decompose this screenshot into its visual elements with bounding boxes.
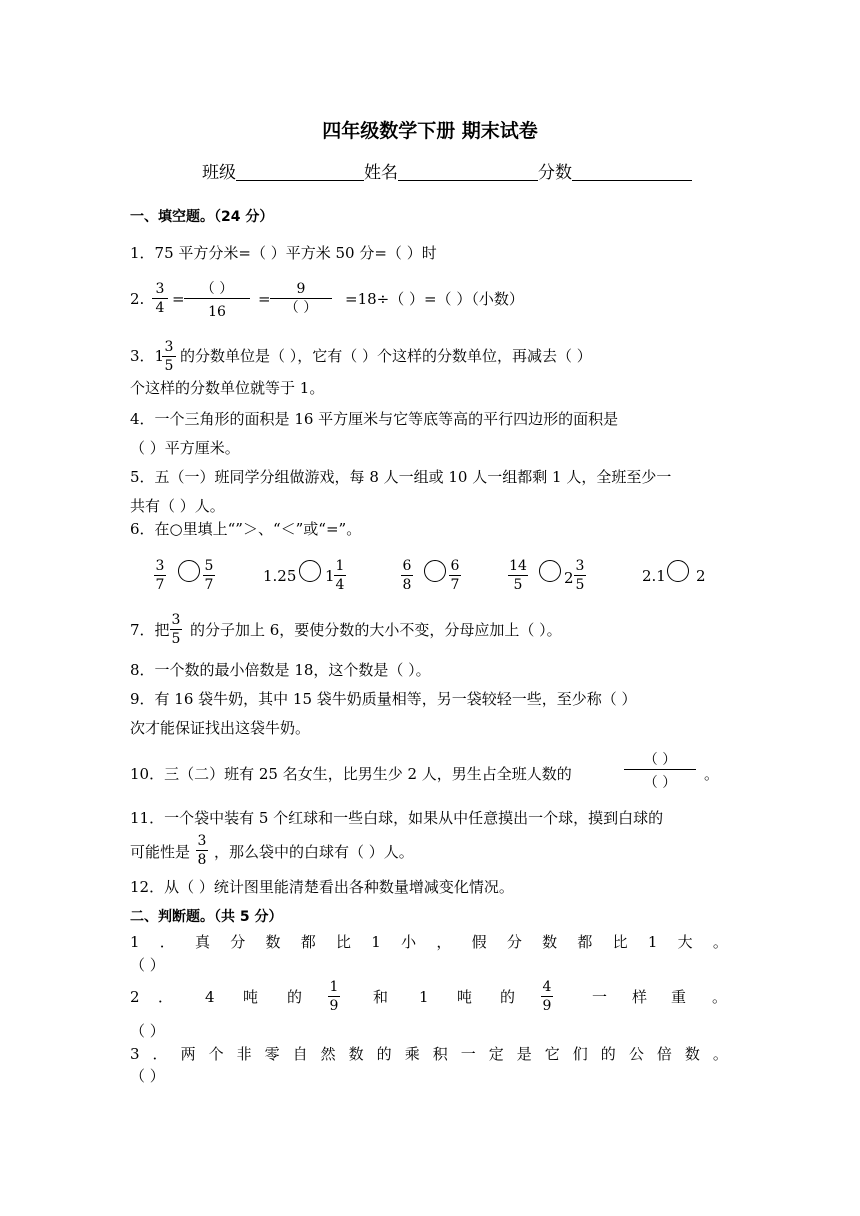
section-2-heading: 二、判断题。（共 5 分） [130, 909, 283, 925]
score-blank[interactable] [572, 162, 692, 181]
number: 2 [564, 569, 574, 587]
question-7-rest: 的分子加上 6，要使分数的大小不变，分母应加上（ ）。 [190, 621, 562, 639]
student-info-line [202, 162, 692, 184]
fraction: 6 7 [450, 558, 460, 593]
period: 。 [704, 765, 720, 783]
question-3-number: 3．1 [130, 347, 165, 365]
answer-paren[interactable]: （ ） [130, 956, 165, 974]
answer-paren[interactable]: （ ） [130, 1067, 165, 1085]
judgement-char: ． [152, 1045, 168, 1063]
compare-circle[interactable] [539, 560, 561, 582]
compare-circle[interactable] [299, 560, 321, 582]
question-5-line2: 共有（ ）人。 [130, 497, 225, 515]
judgement-char: 小 [401, 933, 417, 951]
judgement-char: 两 [180, 1045, 196, 1063]
judgement-char: 3 [130, 1045, 140, 1063]
section-1-heading: 一、填空题。（24 分） [130, 209, 274, 225]
fraction: 14 5 [509, 558, 527, 593]
judgement-char: 积 [432, 1045, 448, 1063]
fraction: 1 9 [329, 979, 339, 1014]
fraction: 3 5 [162, 338, 176, 375]
fraction: 5 7 [204, 558, 214, 593]
fraction: 1 4 [335, 558, 345, 593]
word: 样 [632, 988, 648, 1006]
question-6: 6．在○里填上“”＞、“＜”或“=”。 [130, 520, 362, 538]
page-title: 四年级数学下册 期末试卷 [322, 120, 538, 142]
judgement-char: 数 [542, 933, 558, 951]
judgement-char: 个 [208, 1045, 224, 1063]
question-4-line1: 4．一个三角形的面积是 16 平方厘米与它等底等高的平行四边形的面积是 [130, 410, 619, 428]
fraction: （ ） （ ） [624, 751, 696, 792]
question-5-line1: 5．五（一）班同学分组做游戏，每 8 人一组或 10 人一组都剩 1 人，全班至少一 [130, 468, 672, 486]
answer-paren[interactable]: （ ） [130, 1022, 165, 1040]
question-10-text: 10．三（二）班有 25 名女生，比男生少 2 人，男生占全班人数的 [130, 765, 572, 783]
judgement-char: 倍 [656, 1045, 672, 1063]
fraction: 3 4 [152, 280, 168, 317]
equals-sign: = [172, 290, 185, 308]
question-11-rest: ，那么袋中的白球有（ ）人。 [214, 843, 414, 861]
punctuation: 。 [712, 988, 728, 1006]
number: 1 [325, 567, 335, 585]
judgement-char: 非 [236, 1045, 252, 1063]
judgement-3-text [130, 1044, 728, 1064]
question-9-line1: 9．有 16 袋牛奶，其中 15 袋牛奶质量相等，另一袋较轻一些，至少称（ ） [130, 690, 637, 708]
question-11-prefix: 可能性是 [130, 843, 191, 861]
judgement-char: 公 [628, 1045, 644, 1063]
judgement-2-number: 2 [130, 988, 140, 1006]
question-11-line1: 11．一个袋中装有 5 个红球和一些白球，如果从中任意摸出一个球，摸到白球的 [130, 809, 664, 827]
question-8: 8．一个数的最小倍数是 18，这个数是（ ）。 [130, 661, 431, 679]
word: 和 [373, 988, 389, 1006]
question-2-number: 2. [130, 290, 145, 308]
judgement-char: 。 [712, 1045, 728, 1063]
question-3-line2: 个这样的分数单位就等于 1。 [130, 379, 325, 397]
punctuation: ． [158, 988, 174, 1006]
judgement-char: 们 [572, 1045, 588, 1063]
word: 的 [500, 988, 516, 1006]
score-label: 分数 [538, 163, 572, 183]
number: 1.25 [263, 567, 297, 585]
word: 重 [671, 988, 687, 1006]
judgement-char: 都 [300, 933, 316, 951]
fraction: 3 7 [155, 558, 165, 593]
judgement-char: 。 [712, 933, 728, 951]
judgement-char: 比 [336, 933, 352, 951]
judgement-char: 分 [506, 933, 522, 951]
fraction: 6 8 [402, 558, 412, 593]
judgement-char: 1 [647, 933, 658, 951]
judgement-char: 分 [230, 933, 246, 951]
judgement-char: 1 [371, 933, 381, 951]
judgement-char: 乘 [404, 1045, 420, 1063]
judgement-char: 数 [684, 1045, 700, 1063]
judgement-char: ． [159, 933, 175, 951]
fraction: 3 5 [171, 612, 181, 647]
judgement-char: 真 [195, 933, 211, 951]
judgement-char: 1 [130, 933, 140, 951]
judgement-char: 数 [348, 1045, 364, 1063]
equals-sign: = [258, 290, 271, 308]
judgement-char: ， [436, 933, 452, 951]
question-12: 12．从（ ）统计图里能清楚看出各种数量增减变化情况。 [130, 878, 514, 896]
judgement-char: 都 [577, 933, 593, 951]
judgement-char: 的 [600, 1045, 616, 1063]
judgement-char: 零 [264, 1045, 280, 1063]
compare-circle[interactable] [424, 560, 446, 582]
word: 的 [287, 988, 303, 1006]
question-7-number: 7．把 [130, 621, 170, 639]
number: 2.1 [642, 567, 666, 585]
word: 一 [592, 988, 608, 1006]
compare-circle[interactable] [178, 560, 200, 582]
judgement-char: 的 [376, 1045, 392, 1063]
number: 2 [696, 567, 706, 585]
judgement-char: 比 [612, 933, 628, 951]
question-2-rest: =18÷（ ）=（ ）（小数） [345, 290, 524, 308]
number: 1 [419, 988, 429, 1006]
judgement-char: 数 [265, 933, 281, 951]
fraction: 3 5 [575, 558, 585, 593]
word: 吨 [243, 988, 259, 1006]
judgement-char: 然 [320, 1045, 336, 1063]
name-blank[interactable] [398, 162, 538, 181]
judgement-char: 大 [677, 933, 693, 951]
judgement-char: 假 [471, 933, 487, 951]
fraction: 4 9 [542, 979, 552, 1014]
fraction: 9 （ ） [270, 280, 332, 317]
name-label: 姓名 [364, 163, 398, 183]
judgement-char: 它 [544, 1045, 560, 1063]
question-4-line2: （ ）平方厘米。 [130, 439, 240, 457]
number: 4 [205, 988, 215, 1006]
judgement-1-text [130, 932, 728, 952]
fraction: （ ） 16 [184, 280, 250, 321]
class-label: 班级 [202, 163, 236, 183]
compare-circle[interactable] [667, 560, 689, 582]
question-3-rest: 的分数单位是（ ），它有（ ）个这样的分数单位，再减去（ ） [180, 347, 592, 365]
judgement-char: 定 [488, 1045, 504, 1063]
question-9-line2: 次才能保证找出这袋牛奶。 [130, 719, 311, 737]
fraction: 3 8 [197, 833, 207, 868]
judgement-char: 自 [292, 1045, 308, 1063]
class-blank[interactable] [236, 162, 364, 181]
word: 吨 [457, 988, 473, 1006]
question-1: 1．75 平方分米=（ ）平方米 50 分=（ ）时 [130, 244, 437, 262]
judgement-char: 是 [516, 1045, 532, 1063]
judgement-char: 一 [460, 1045, 476, 1063]
